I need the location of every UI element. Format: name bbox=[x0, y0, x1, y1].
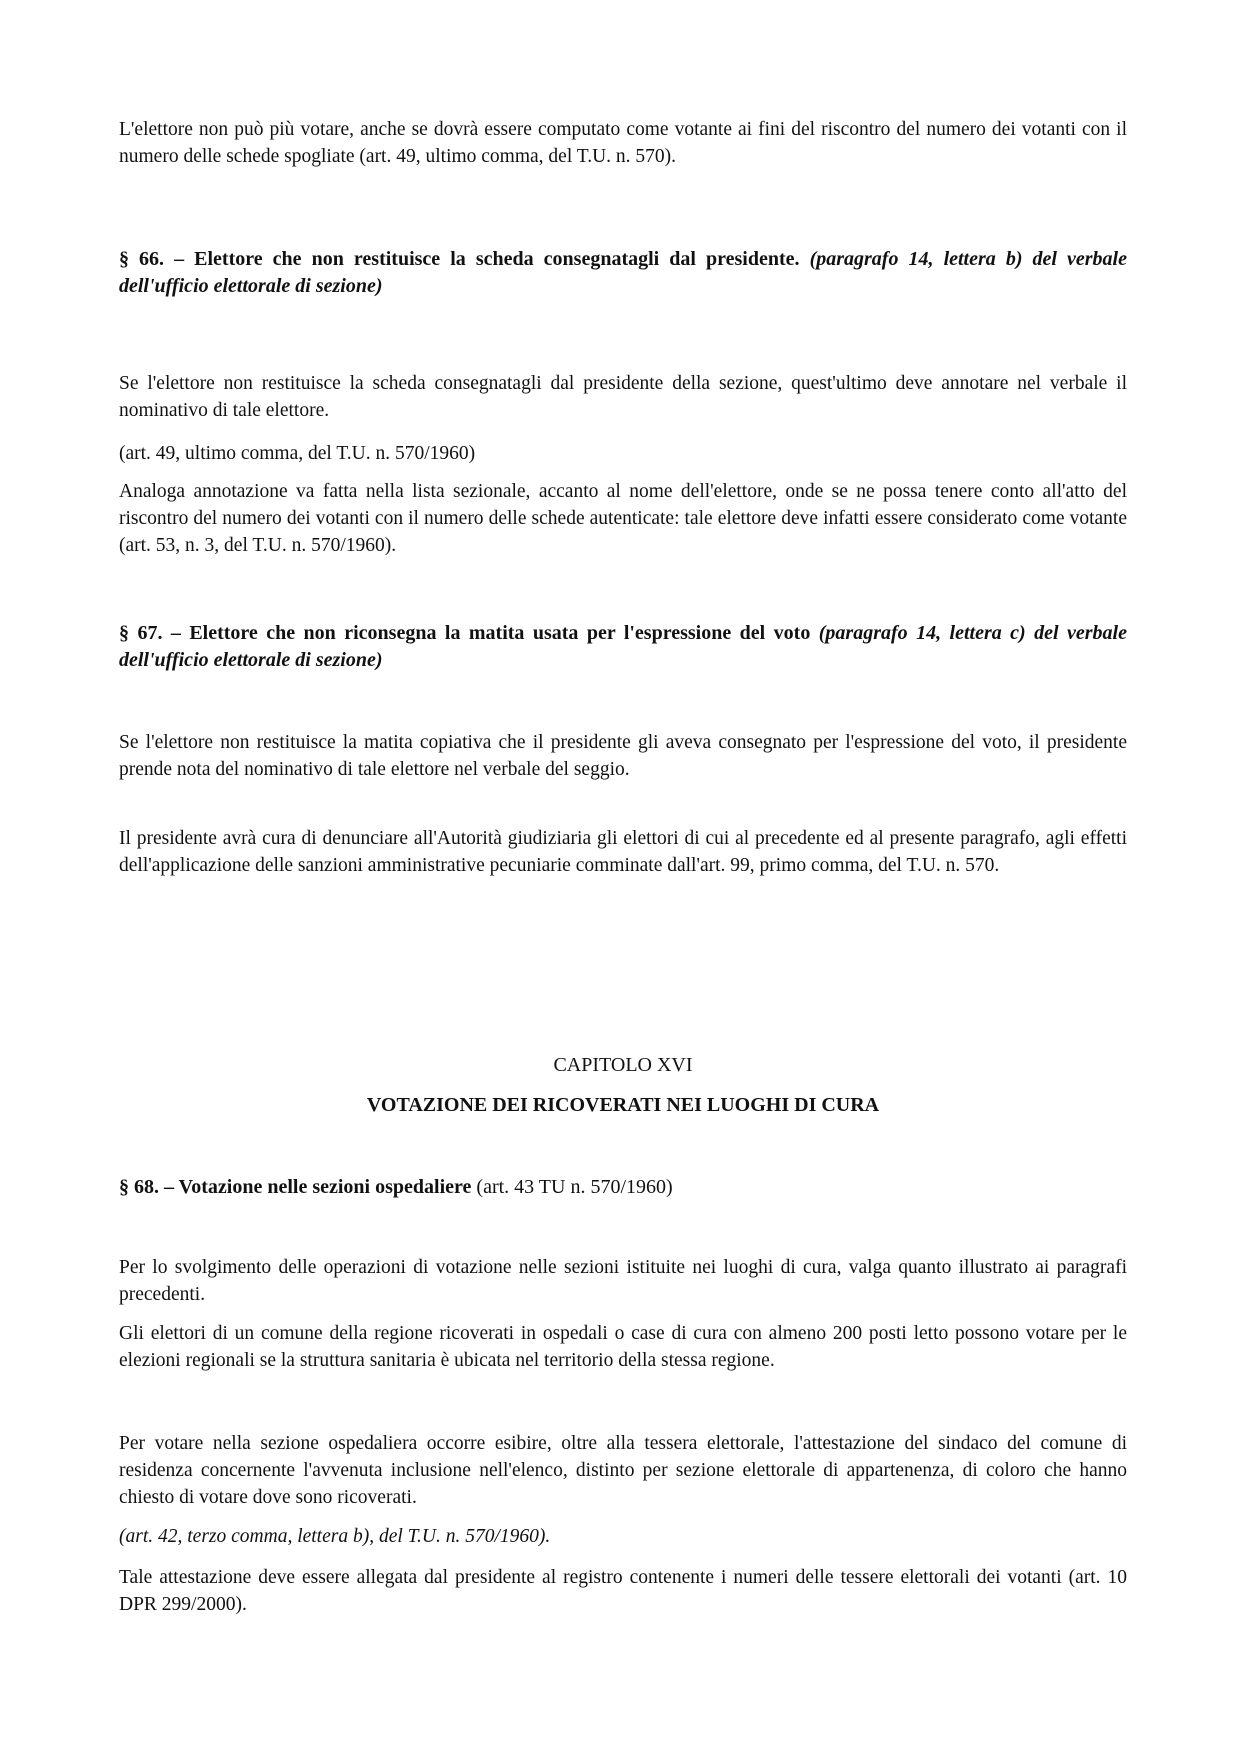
section-68-paragraph-1: Per lo svolgimento delle operazioni di votazione nelle sezioni istituite nei luoghi di cura, valga quanto illustrato ai paragrafi precedenti. bbox=[119, 1257, 1127, 1305]
section-68-italic-citation: (art. 42, terzo comma, lettera b), del T.U. n. 570/1960). bbox=[119, 1526, 551, 1547]
section-66-title: § 66. – Elettore che non restituisce la scheda consegnatagli dal presidente. bbox=[119, 248, 800, 270]
section-67-title: § 67. – Elettore che non riconsegna la matita usata per l'espressione del voto bbox=[119, 622, 811, 644]
section-68-heading bbox=[119, 1174, 1127, 1201]
section-67-reference: (paragrafo 14, lettera c) del verbale dell'ufficio elettorale di sezione) bbox=[119, 622, 1127, 671]
section-68-closing-paragraph: Tale attestazione deve essere allegata dal presidente al registro contenente i numeri delle tessere elettorali dei votanti (art. 10 DPR 299/2000). bbox=[119, 1567, 1127, 1615]
section-66-heading bbox=[119, 246, 1127, 300]
section-68-title: § 68. – Votazione nelle sezioni ospedaliere bbox=[119, 1176, 472, 1198]
section-66-citation: (art. 49, ultimo comma, del T.U. n. 570/1960) bbox=[119, 443, 476, 464]
section-66-reference: (paragrafo 14, lettera b) del verbale dell'ufficio elettorale di sezione) bbox=[119, 248, 1127, 297]
section-68-reference: (art. 43 TU n. 570/1960) bbox=[471, 1176, 673, 1198]
section-67-paragraph-1: Se l'elettore non restituisce la matita copiativa che il presidente gli aveva consegnato per l'espressione del voto, il presidente prende nota del nominativo di tale elettore nel verbale del seggio. bbox=[119, 732, 1127, 780]
section-67-heading bbox=[119, 620, 1127, 674]
section-67-paragraph-2: Il presidente avrà cura di denunciare all'Autorità giudiziaria gli elettori di cui al precedente ed al presente paragrafo, agli effetti dell'applicazione delle sanzioni amministrative pecuniarie comminate dall'art. 99, primo comma, del T.U. n. 570. bbox=[119, 828, 1127, 876]
chapter-title: VOTAZIONE DEI RICOVERATI NEI LUOGHI DI CURA bbox=[366, 1094, 880, 1116]
section-66-paragraph-2: Analoga annotazione va fatta nella lista sezionale, accanto al nome dell'elettore, onde se ne possa tenere conto all'atto del riscontro del numero dei votanti con il numero delle schede autenticate: tale elettore deve infatti essere considerato come votante (art. 53, n. 3, del T.U. n. 570/1960). bbox=[119, 481, 1127, 556]
section-68-paragraph-3: Per votare nella sezione ospedaliera occorre esibire, oltre alla tessera elettorale, l'attestazione del sindaco del comune di residenza concernente l'avvenuta inclusione nell'elenco, distinto per sezione elettorale di appartenenza, di coloro che hanno chiesto di votare dove sono ricoverati. bbox=[119, 1433, 1127, 1508]
intro-paragraph: L'elettore non può più votare, anche se dovrà essere computato come votante ai fini del riscontro del numero dei votanti con il numero delle schede spogliate (art. 49, ultimo comma, del T.U. n. 570). bbox=[119, 119, 1127, 167]
section-68-paragraph-2: Gli elettori di un comune della regione ricoverati in ospedali o case di cura con almeno 200 posti letto possono votare per le elezioni regionali se la struttura sanitaria è ubicata nel territorio della stessa regione. bbox=[119, 1323, 1127, 1371]
chapter-number: CAPITOLO XVI bbox=[553, 1054, 693, 1076]
section-66-paragraph-1: Se l'elettore non restituisce la scheda consegnatagli dal presidente della sezione, quest'ultimo deve annotare nel verbale il nominativo di tale elettore. bbox=[119, 373, 1127, 421]
